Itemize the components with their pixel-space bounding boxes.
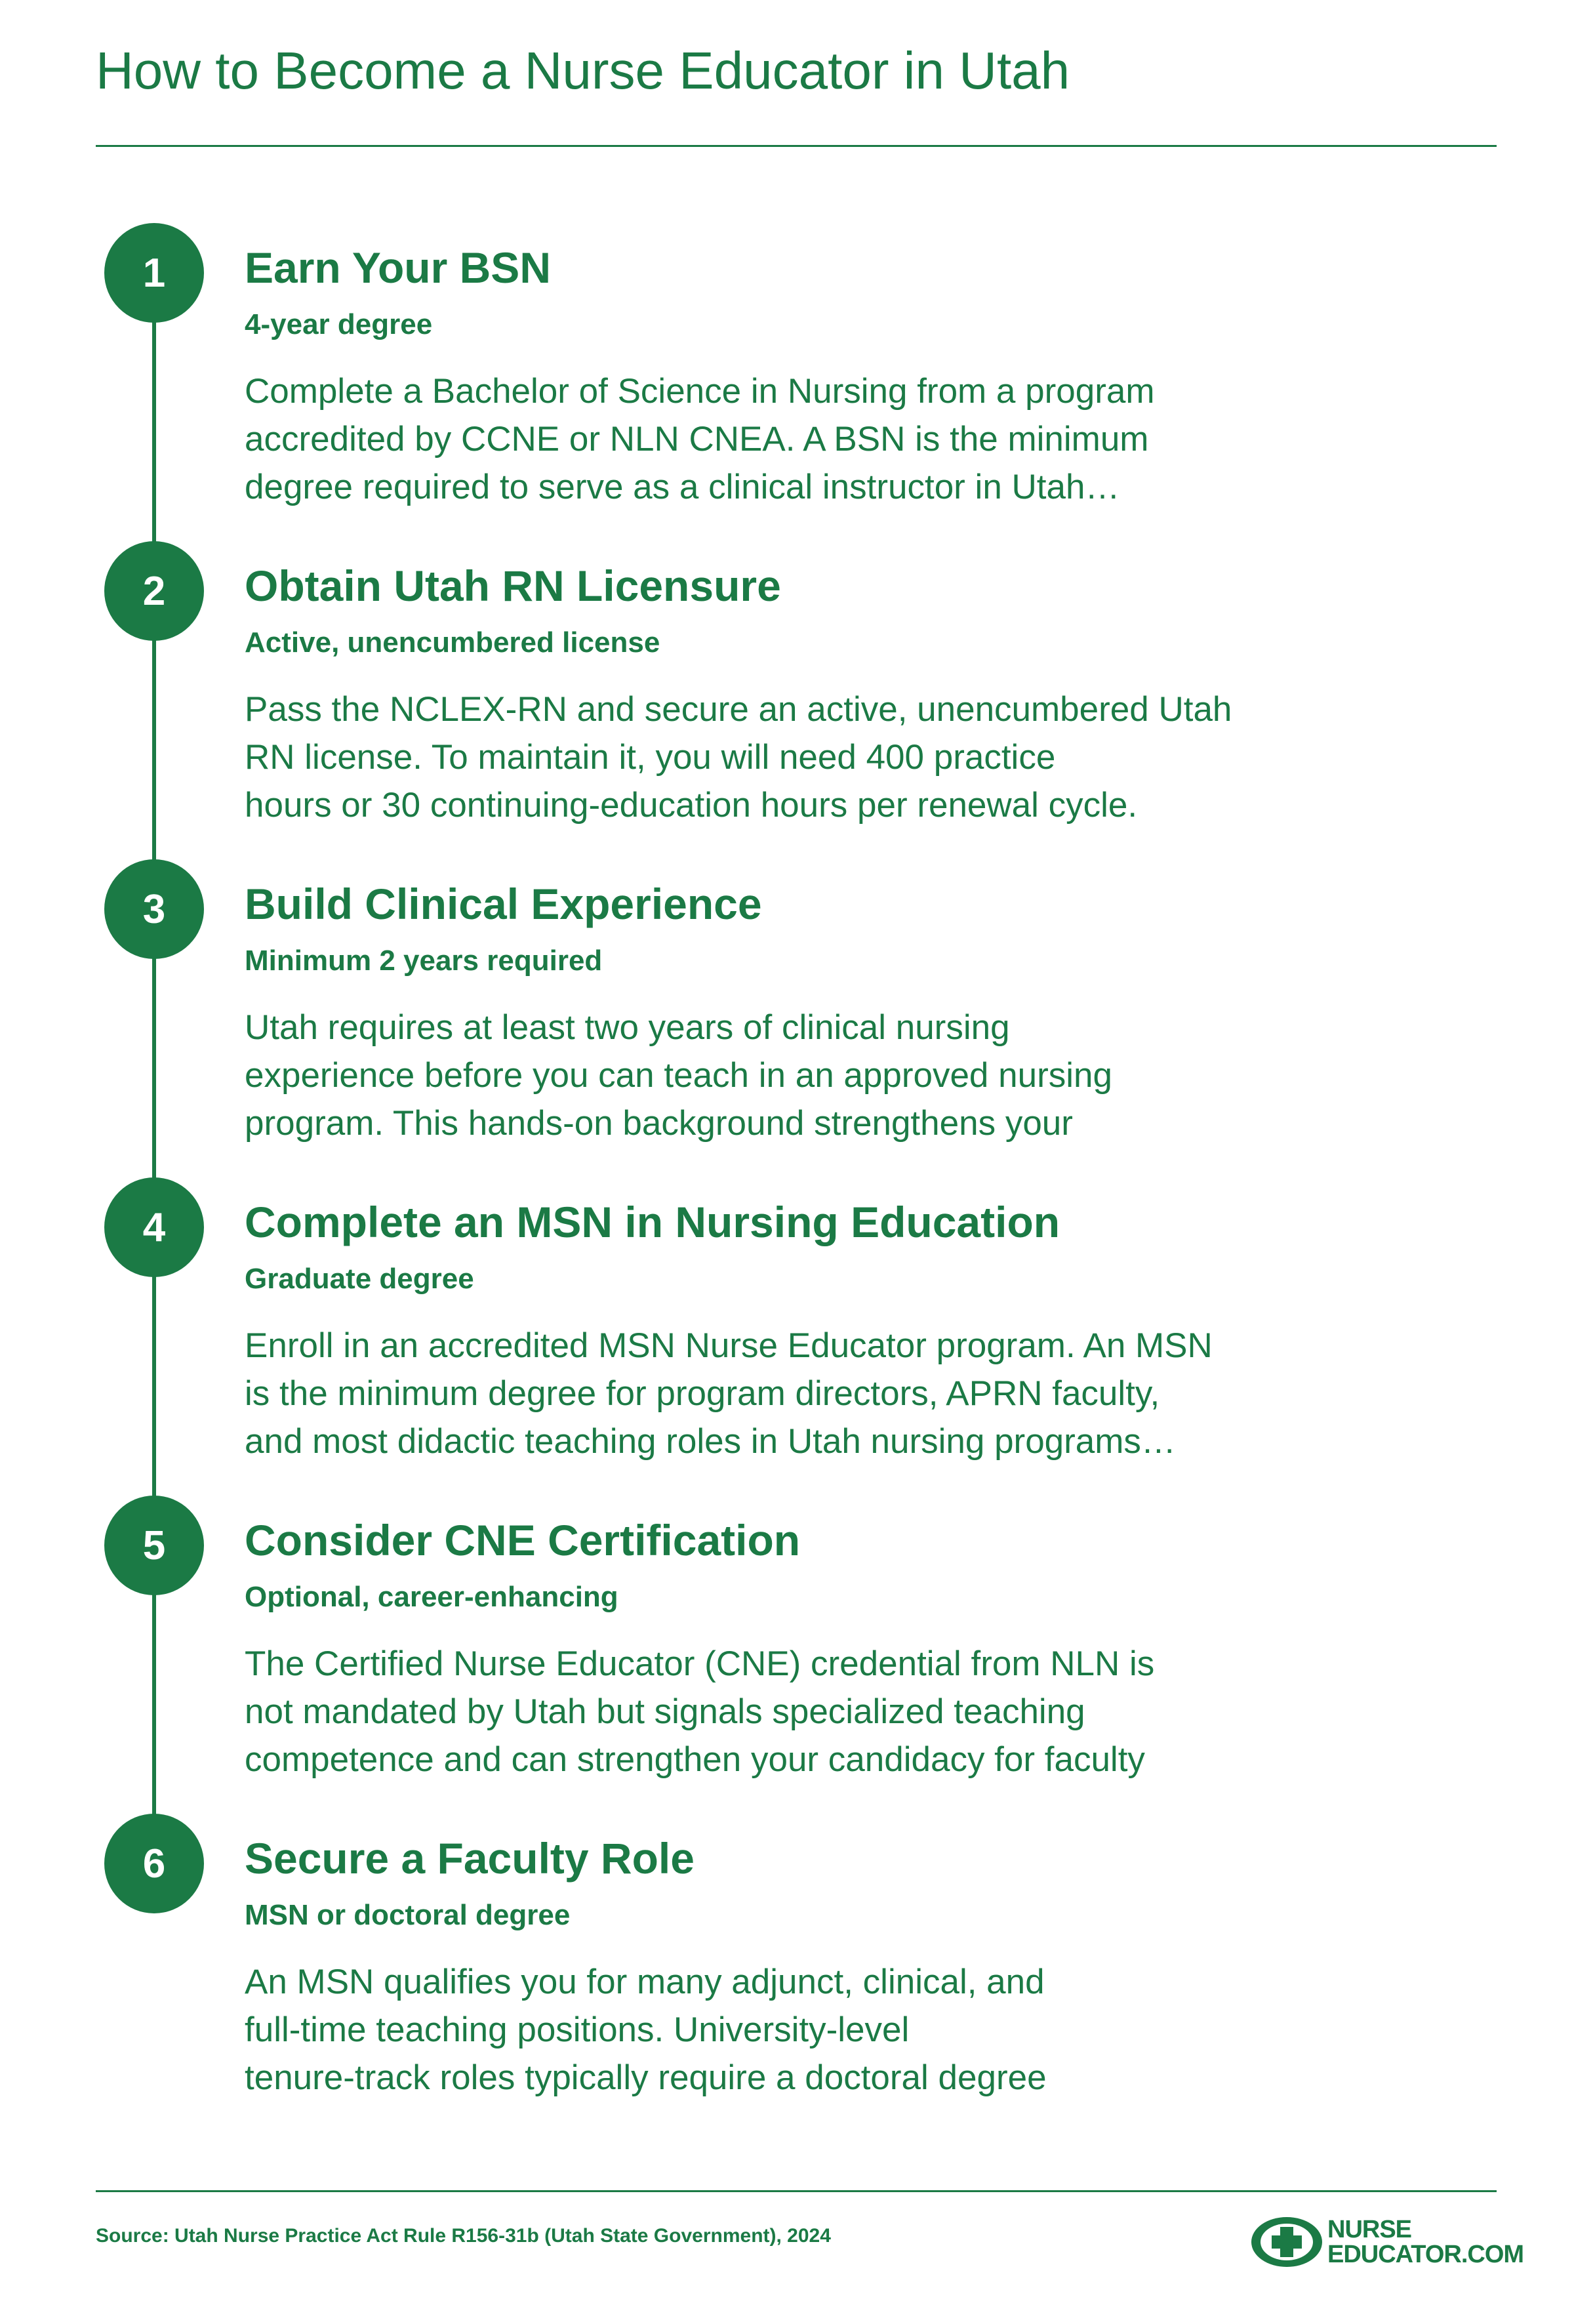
step-title: Consider CNE Certification <box>245 1516 801 1564</box>
step-description-line: tenure-track roles typically require a doctoral degree <box>245 2058 1047 2097</box>
step-description-line: RN license. To maintain it, you will need 400 practice <box>245 738 1056 777</box>
source-note: Source: Utah Nurse Practice Act Rule R156-31b (Utah State Government), 2024 <box>96 2225 831 2247</box>
site-logo[interactable] <box>1250 2209 1524 2275</box>
step-description-line: is the minimum degree for program directors, APRN faculty, <box>245 1374 1160 1413</box>
step-number-badge: 4 <box>104 1177 204 1277</box>
step-description-line: Complete a Bachelor of Science in Nursing from a program <box>245 372 1155 411</box>
step-subtitle: Optional, career-enhancing <box>245 1581 618 1613</box>
step-title: Complete an MSN in Nursing Education <box>245 1198 1060 1246</box>
step-title: Build Clinical Experience <box>245 880 762 928</box>
step-number-badge: 6 <box>104 1814 204 1913</box>
step-description-line: Pass the NCLEX-RN and secure an active, unencumbered Utah <box>245 690 1232 729</box>
step-description <box>245 1958 1360 2102</box>
step-description <box>245 685 1360 829</box>
step-description-line: degree required to serve as a clinical instructor in Utah… <box>245 468 1120 506</box>
step-description-line: hours or 30 continuing-education hours per renewal cycle. <box>245 786 1138 825</box>
step-number-badge: 3 <box>104 859 204 959</box>
step-number-badge: 5 <box>104 1496 204 1595</box>
step-6 <box>0 1814 1574 2132</box>
step-description-line: and most didactic teaching roles in Utah nursing programs… <box>245 1422 1176 1461</box>
step-title: Obtain Utah RN Licensure <box>245 561 781 610</box>
step-5 <box>0 1496 1574 1814</box>
step-number-badge: 1 <box>104 223 204 323</box>
cross-icon <box>1250 2216 1323 2268</box>
page-title: How to Become a Nurse Educator in Utah <box>96 41 1070 100</box>
step-description-line: An MSN qualifies you for many adjunct, clinical, and <box>245 1963 1045 2001</box>
step-subtitle: Minimum 2 years required <box>245 945 603 977</box>
logo-line-2: EDUCATOR.COM <box>1327 2241 1524 2268</box>
step-title: Earn Your BSN <box>245 243 551 292</box>
step-subtitle: MSN or doctoral degree <box>245 1899 571 1931</box>
step-description-line: Enroll in an accredited MSN Nurse Educator program. An MSN <box>245 1326 1213 1365</box>
step-3 <box>0 859 1574 1177</box>
step-description-line: experience before you can teach in an approved nursing <box>245 1056 1112 1095</box>
header-divider <box>96 145 1497 147</box>
step-description <box>245 1640 1360 1784</box>
step-number-badge: 2 <box>104 541 204 641</box>
step-description-line: accredited by CCNE or NLN CNEA. A BSN is the minimum <box>245 420 1149 459</box>
step-description-line: competence and can strengthen your candidacy for faculty <box>245 1740 1145 1779</box>
step-subtitle: Graduate degree <box>245 1263 474 1295</box>
logo-line-1: NURSE <box>1327 2216 1412 2243</box>
step-description <box>245 367 1360 511</box>
step-subtitle: 4-year degree <box>245 308 433 340</box>
step-1 <box>0 223 1574 541</box>
step-description-line: full-time teaching positions. University-level <box>245 2010 910 2049</box>
step-subtitle: Active, unencumbered license <box>245 626 660 659</box>
footer-divider <box>96 2190 1497 2192</box>
step-description-line: program. This hands-on background strengthens your <box>245 1104 1073 1143</box>
step-title: Secure a Faculty Role <box>245 1834 695 1883</box>
step-4 <box>0 1177 1574 1496</box>
step-2 <box>0 541 1574 859</box>
logo-text <box>1327 2217 1524 2267</box>
step-description-line: Utah requires at least two years of clinical nursing <box>245 1008 1010 1047</box>
step-description-line: not mandated by Utah but signals specialized teaching <box>245 1692 1085 1731</box>
step-description-line: The Certified Nurse Educator (CNE) credential from NLN is <box>245 1644 1155 1683</box>
step-description <box>245 1004 1360 1147</box>
step-description <box>245 1322 1360 1465</box>
